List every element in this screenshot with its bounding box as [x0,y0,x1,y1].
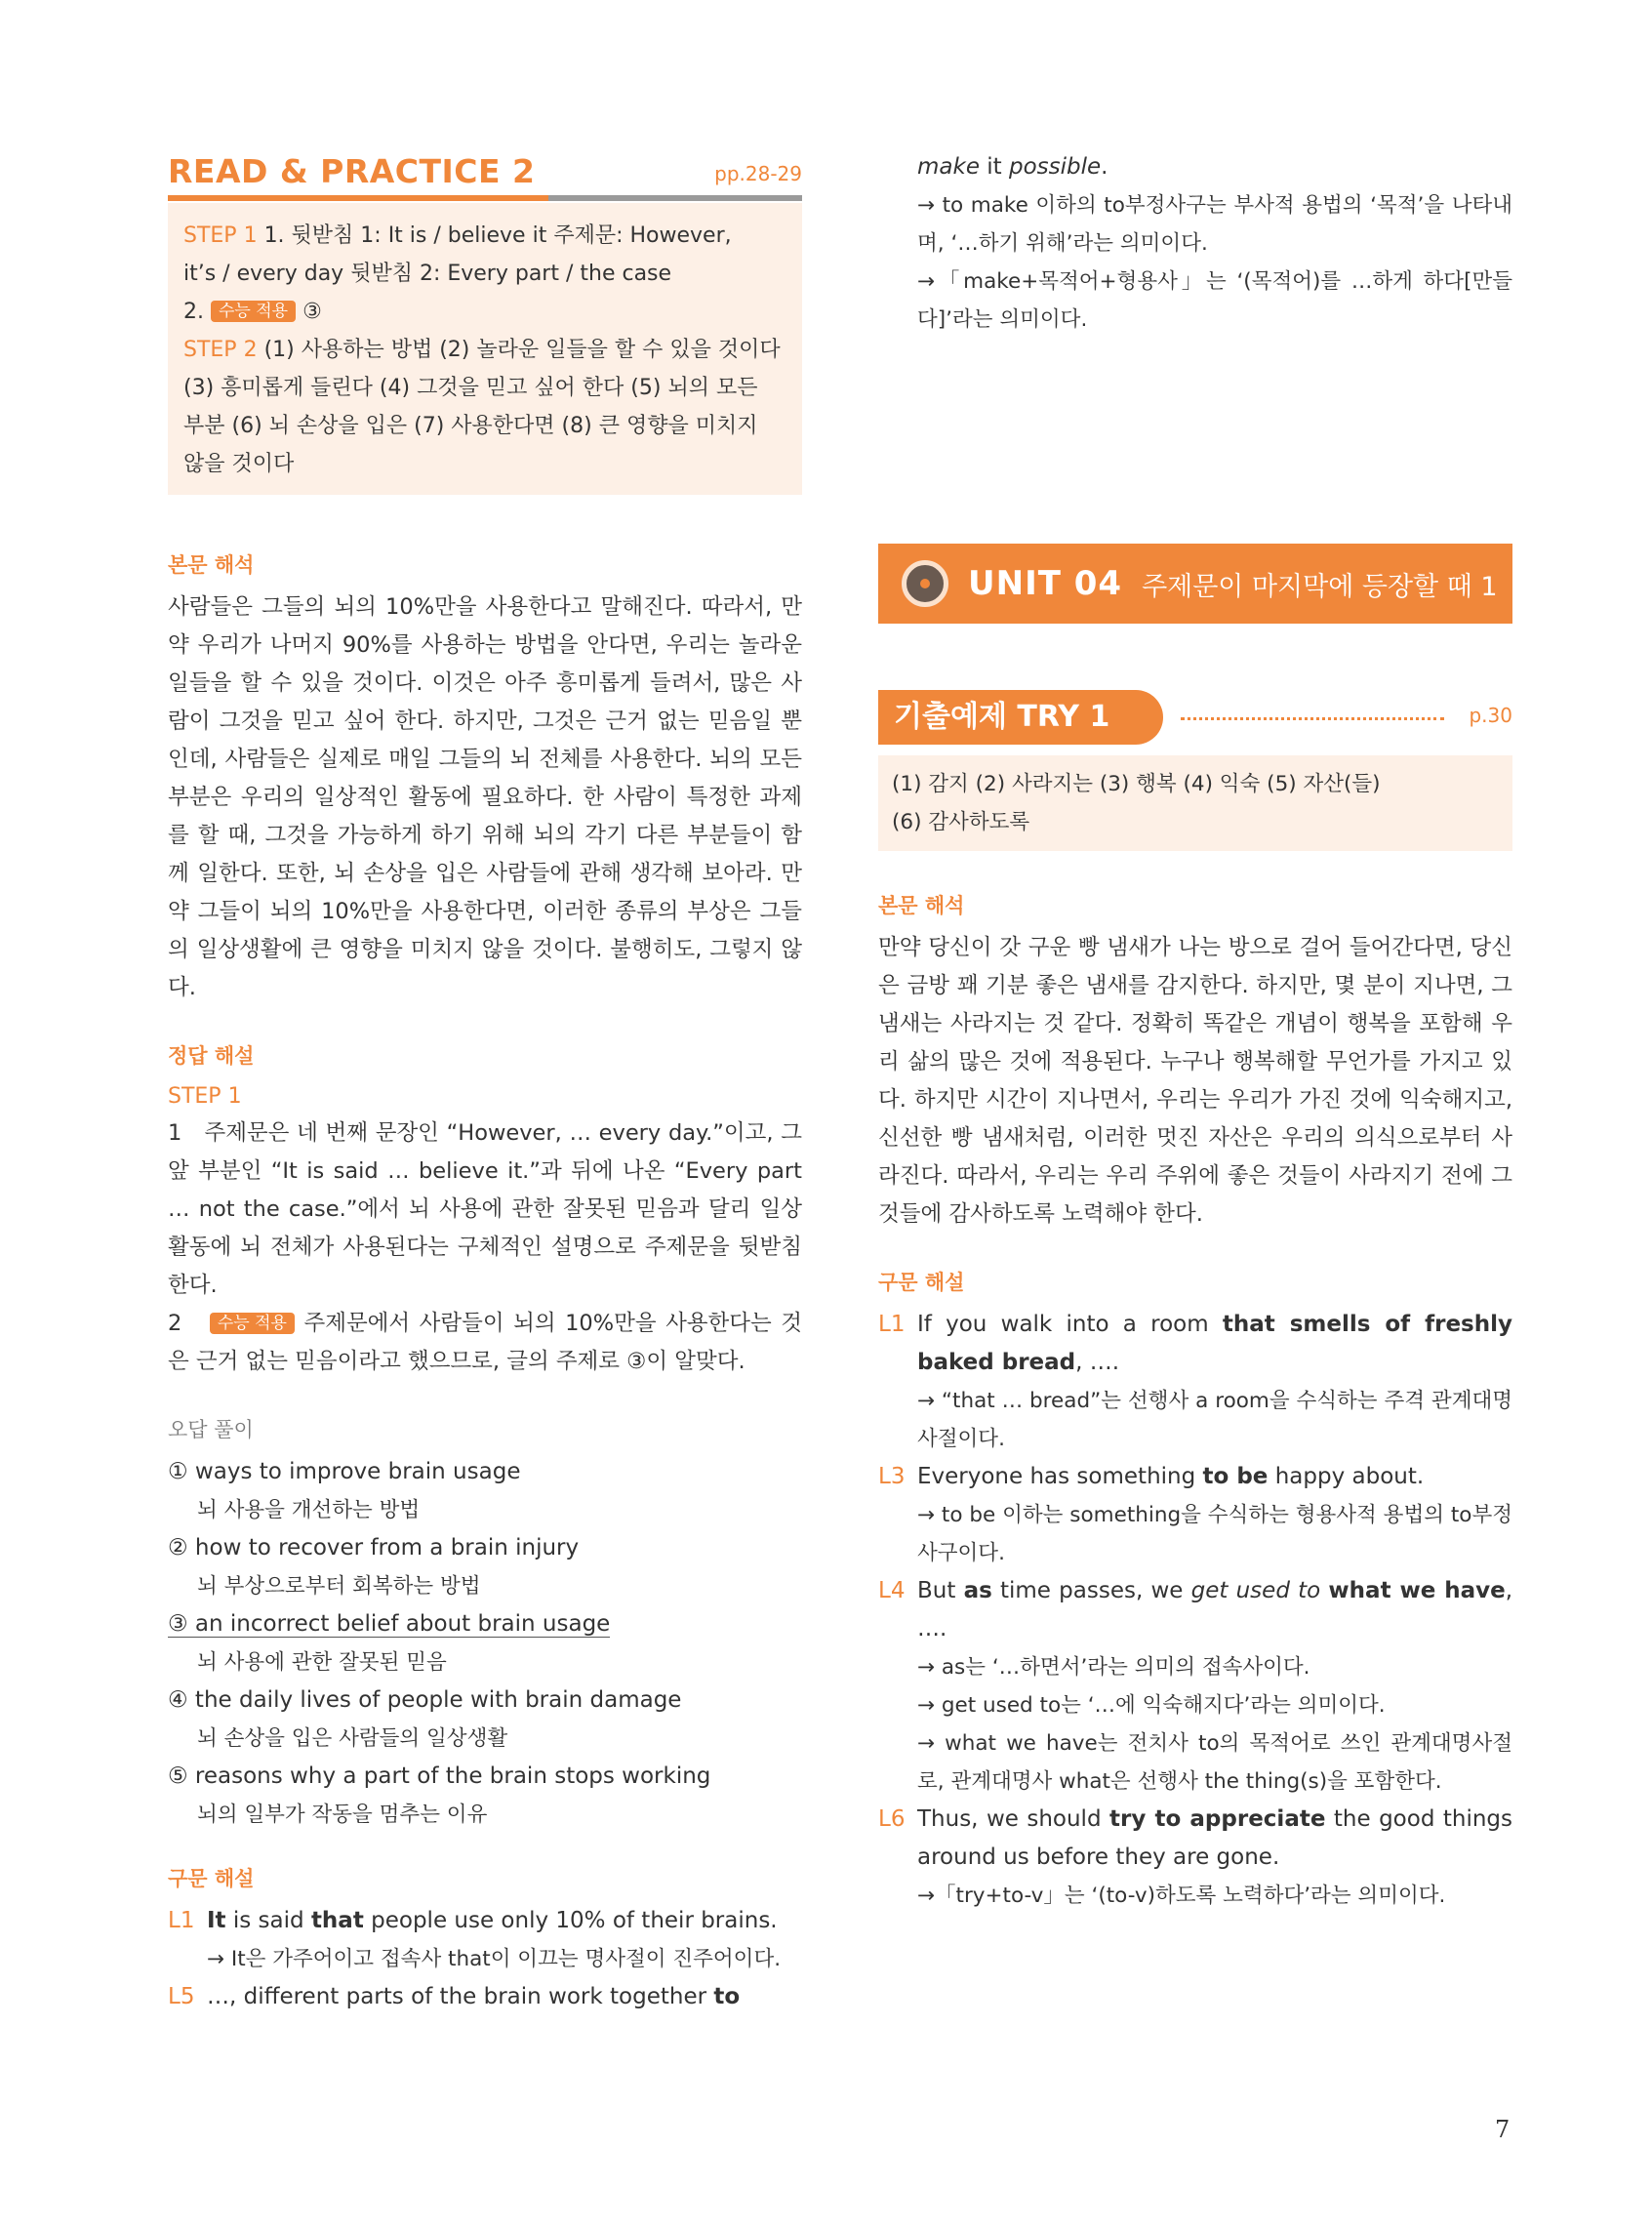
correct-option-text: ③ an incorrect belief about brain usage [168,1611,611,1637]
syntax-line-l5 [168,1978,802,2016]
try-answer-box [878,755,1512,851]
unit-title: 주제문이 마지막에 등장할 때 1 [1142,571,1498,602]
syntax-note: → as는 ‘…하면서’라는 의미의 접속사이다. [917,1655,1310,1680]
suneung-tag: 수능 적용 [211,301,296,322]
step1-q2-num: 2. [183,300,204,324]
plain-text: Thus, we should [917,1806,1109,1832]
step1-label: STEP 1 [183,223,258,248]
plain-text: people use only 10% of their brains. [363,1908,778,1933]
plain-text: it [979,154,1009,180]
item2-num: 2 [168,1311,182,1336]
plain-text: the good things around us before they are gone. [917,1806,1513,1870]
header-rule [168,195,802,201]
syntax-line-l3 [878,1458,1512,1496]
syntax-note: → get used to는 ‘…에 익숙해지다’라는 의미이다. [917,1693,1386,1718]
page-number: 7 [1495,2116,1511,2143]
option-ko: 뇌 손상을 입은 사람들의 일상생활 [197,1726,508,1751]
syntax-label: 구문 해설 [878,1271,965,1294]
step2-label: STEP 2 [183,338,258,362]
option-ko: 뇌 부상으로부터 회복하는 방법 [197,1574,481,1599]
bold-text: to be [1202,1464,1269,1489]
syntax-label: 구문 해설 [168,1867,255,1890]
line-number: L4 [878,1578,906,1603]
bold-text: try to appreciate [1109,1806,1326,1832]
line-number: L1 [168,1908,195,1933]
option-en: ⑤ reasons why a part of the brain stops working [168,1763,711,1789]
plain-text: But [917,1578,964,1603]
bold-text: to [713,1984,741,2009]
italic-text: possible [1009,154,1102,180]
answer-item-2 [168,1305,802,1381]
plain-text: …, different parts of the brain work together [207,1984,714,2009]
option-ko: 뇌 사용을 개선하는 방법 [197,1498,421,1522]
step1-line2: it’s / every day 뒷받침 2: Every part / the case [183,262,672,286]
step2-line4: 않을 것이다 [183,452,295,476]
syntax-note: → to be 이하는 something을 수식하는 형용사적 용법의 to부정사구이다. [917,1503,1512,1565]
item1-num: 1 [168,1120,182,1146]
plain-text: , …. [1075,1350,1120,1375]
bold-text: that [310,1908,364,1933]
unit-label: UNIT 04 [968,564,1123,603]
line-number: L5 [168,1984,195,2009]
option-en: ① ways to improve brain usage [168,1459,521,1484]
options-list [168,1453,802,1834]
italic-text: get used to [1190,1578,1321,1603]
option-en: ④ the daily lives of people with brain damage [168,1687,682,1713]
option-en-correct [168,1605,802,1643]
syntax-note: → to make 이하의 to부정사구는 부사적 용법의 ‘목적’을 나타내며, ‘…하기 위해’라는 의미이다. [917,193,1512,256]
syntax-note: →「try+to-v」는 ‘(to-v)하도록 노력하다’라는 의미이다. [917,1884,1446,1908]
answer-item-1 [168,1114,802,1305]
item1-text: 주제문은 네 번째 문장인 “However, … every day.”이고, 그 앞 부분인 “It is said … believe it.”과 뒤에 나온 “Every part … not the case.”에서 뇌 사용에 관한 잘못된 믿음과 달리 일상 활동에 뇌 전체가 사용된다는 구체적인 설명으로 주제문을 뒷받침한다. [168,1120,802,1298]
step1-q2-answer: ③ [302,300,322,324]
right-body [878,890,1512,1915]
translation-text: 사람들은 그들의 뇌의 10%만을 사용한다고 말해진다. 따라서, 만약 우리가 나머지 90%를 사용하는 방법을 안다면, 우리는 놀라운 일들을 할 수 있을 것이다. 이것은 아주 흥미롭게 들려서, 많은 사람이 그것을 믿고 싶어 한다. 하지만, 그것은 근거 없는 믿음일 뿐인데, 사람들은 실제로 매일 그들의 뇌 전체를 사용한다. 뇌의 모든 부분은 우리의 일상적인 활동에 필요하다. 한 사람이 특정한 과제를 할 때, 그것을 가능하게 하기 위해 뇌의 각기 다른 부분들이 함께 일한다. 또한, 뇌 손상을 입은 사람들에 관해 생각해 보아라. 만약 그들이 뇌의 10%만을 사용한다면, 이러한 종류의 부상은 그들의 일상생활에 큰 영향을 미치지 않을 것이다. 불행히도, 그렇지 않다. [168,594,802,1000]
line-number: L6 [878,1806,906,1832]
try-answers-line1: (1) 감지 (2) 사라지는 (3) 행복 (4) 익숙 (5) 자산(들) [892,772,1381,796]
try-label: 기출예제 TRY 1 [878,690,1163,745]
syntax-line-l1 [878,1306,1512,1382]
step2-line1: (1) 사용하는 방법 (2) 놀라운 일들을 할 수 있을 것이다 [263,338,781,362]
step2-line2: (3) 흥미롭게 들린다 (4) 그것을 믿고 싶어 한다 (5) 뇌의 모든 [183,376,758,400]
item2-tag: 수능 적용 [210,1313,295,1334]
read-practice-header [168,148,802,203]
continued-syntax [878,148,1512,339]
wrong-answers-label: 오답 풀이 [168,1418,254,1441]
step1-line1: 1. 뒷받침 1: It is / believe it 주제문: However, [263,223,732,248]
try-header [878,690,1512,745]
plain-text: , …. [917,1578,1512,1641]
syntax-note: →「make+목적어+형용사」는 ‘(목적어)를 …하게 하다[만들다]’라는 의미이다. [917,269,1512,332]
line-number: L3 [878,1464,906,1489]
bold-text: that smells of freshly baked bread [917,1312,1512,1375]
step2-line3: 부분 (6) 뇌 손상을 입은 (7) 사용한다면 (8) 큰 영향을 미치지 [183,414,758,438]
syntax-line-l4 [878,1572,1512,1648]
italic-text: make [917,154,980,180]
line-number: L1 [878,1312,906,1337]
bold-text: It [207,1908,226,1933]
bold-text: as [963,1578,992,1603]
syntax-note: → “that … bread”는 선행사 a room을 수식하는 주격 관계대명사절이다. [917,1389,1512,1451]
syntax-line-l1 [168,1902,802,1940]
option-ko: 뇌의 일부가 작동을 멈추는 이유 [197,1803,488,1827]
translation-label: 본문 해석 [878,894,965,917]
read-practice-title: READ & PRACTICE 2 [168,152,536,190]
plain-text: . [1101,154,1108,180]
try-answers-line2: (6) 감사하도록 [892,810,1030,834]
answer-explanation-label: 정답 해설 [168,1044,255,1068]
left-column [168,148,802,2016]
plain-text: is said [225,1908,311,1933]
translation-text: 만약 당신이 갓 구운 빵 냄새가 나는 방으로 걸어 들어간다면, 당신은 금방 꽤 기분 좋은 냄새를 감지한다. 하지만, 몇 분이 지나면, 그 냄새는 사라지는 것 같다. 정확히 똑같은 개념이 행복을 포함해 우리 삶의 많은 것에 적용된다. 누구나 행복해할 무언가를 가지고 있다. 하지만 시간이 지나면서, 우리는 우리가 가진 것에 익숙해지고, 신선한 빵 냄새처럼, 이러한 멋진 자산은 우리의 의식으로부터 사라진다. 따라서, 우리는 우리 주위에 좋은 것들이 사라지기 전에 그것들에 감사하도록 노력해야 한다. [878,935,1512,1227]
read-practice-pages: pp.28-29 [714,162,802,185]
plain-text: time passes, we [991,1578,1191,1603]
syntax-note: → It은 가주어이고 접속사 that이 이끄는 명사절이 진주어이다. [207,1947,782,1971]
option-ko: 뇌 사용에 관한 잘못된 믿음 [197,1650,447,1675]
syntax-note: → what we have는 전치사 to의 목적어로 쓰인 관계대명사절로, 관계대명사 what은 선행사 the thing(s)을 포함한다. [917,1731,1512,1794]
bold-text: what we have [1328,1578,1506,1603]
dotted-leader [1181,717,1444,720]
try-page: p.30 [1469,704,1512,727]
translation-label: 본문 해석 [168,553,255,577]
unit-banner [878,544,1512,624]
plain-text: happy about. [1268,1464,1425,1489]
answer-step-label: STEP 1 [168,1084,242,1109]
answer-box [168,203,802,495]
item2-text: 주제문에서 사람들이 뇌의 10%만을 사용한다는 것은 근거 없는 믿음이라고 했으므로, 글의 주제로 ③이 알맞다. [168,1311,802,1374]
plain-text: Everyone has something [917,1464,1203,1489]
plain-text: If you walk into a room [917,1312,1223,1337]
disc-icon [902,560,948,607]
syntax-line-l6 [878,1801,1512,1877]
option-en: ② how to recover from a brain injury [168,1535,580,1560]
